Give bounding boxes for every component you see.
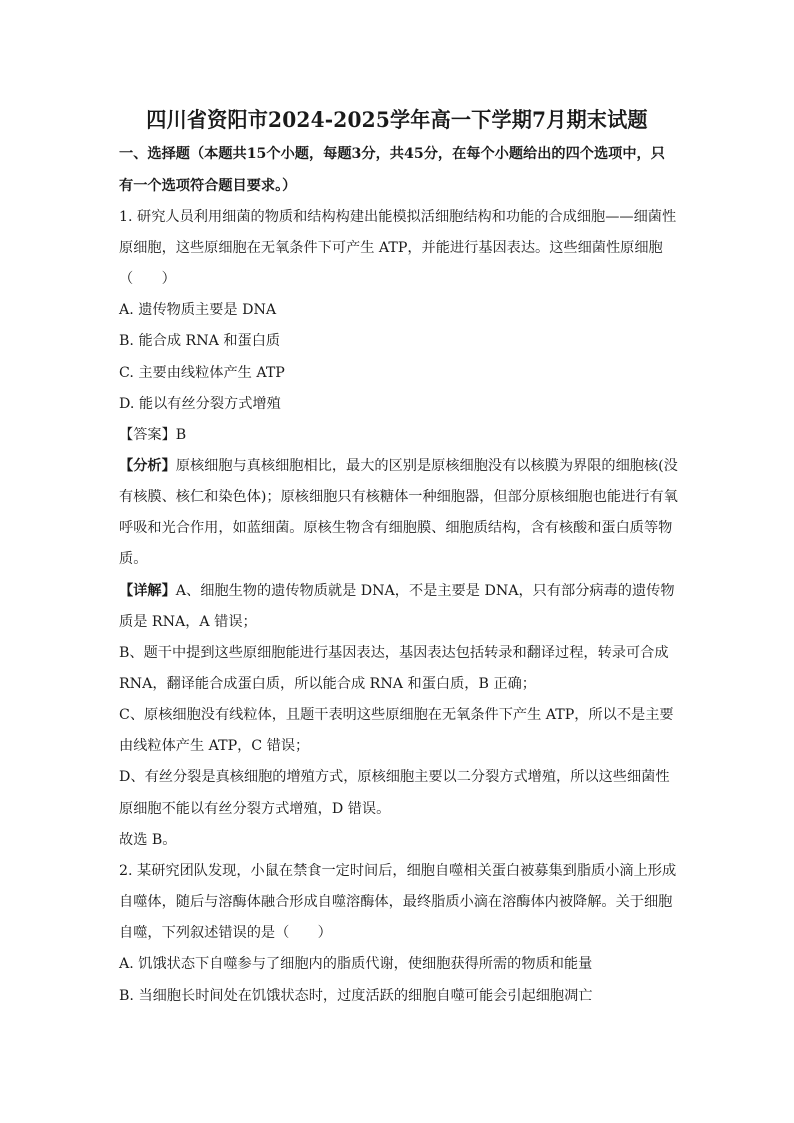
q1-detail-line-1: [119, 581, 675, 601]
answer-label: 【答案】: [119, 427, 176, 443]
q1-detail-line-4: RNA，翻译能合成蛋白质，所以能合成 RNA 和蛋白质，B 正确；: [119, 676, 536, 692]
q1-analysis-line-2: 有核膜、核仁和染色体)；原核细胞只有核糖体一种细胞器，但部分原核细胞也能进行有氧: [119, 489, 678, 505]
answer-value: B: [175, 427, 187, 443]
section-header-line-2: 有一个选项符合题目要求。）: [119, 178, 297, 194]
page-title: 四川省资阳市2024-2025学年高一下学期7月期末试题: [146, 107, 648, 132]
q1-option-c: C. 主要由线粒体产生 ATP: [119, 365, 285, 381]
q1-conclusion: 故选 B。: [119, 832, 177, 848]
q1-option-d: D. 能以有丝分裂方式增殖: [119, 396, 281, 412]
q1-stem-line-2: 原细胞，这些原细胞在无氧条件下可产生 ATP，并能进行基因表达。这些细菌性原细胞: [119, 240, 663, 256]
q1-option-b: B. 能合成 RNA 和蛋白质: [119, 333, 281, 349]
q2-stem-line-3: 自噬，下列叙述错误的是（ ）: [119, 925, 332, 941]
q2-option-b: B. 当细胞长时间处在饥饿状态时，过度活跃的细胞自噬可能会引起细胞凋亡: [119, 988, 593, 1004]
q1-detail-line-3: B、题干中提到这些原细胞能进行基因表达，基因表达包括转录和翻译过程，转录可合成: [119, 645, 669, 661]
q2-option-a: A. 饥饿状态下自噬参与了细胞内的脂质代谢，使细胞获得所需的物质和能量: [119, 956, 593, 972]
q2-stem-line-2: 自噬体，随后与溶酶体融合形成自噬溶酶体，最终脂质小滴在溶酶体内被降解。关于细胞: [119, 894, 673, 910]
q1-detail-line-8: 原细胞不能以有丝分裂方式增殖，D 错误。: [119, 801, 391, 817]
section-header-line-1: 一、选择题（本题共15个小题，每题3分，共45分，在每个小题给出的四个选项中，只: [119, 146, 665, 162]
detail-label: 【详解】: [119, 583, 176, 599]
q1-answer: [119, 425, 186, 445]
detail-text: A、细胞生物的遗传物质就是 DNA，不是主要是 DNA，只有部分病毒的遗传物: [175, 583, 675, 599]
analysis-label: 【分析】: [119, 458, 176, 474]
q1-detail-line-6: 由线粒体产生 ATP，C 错误；: [119, 738, 310, 754]
q1-detail-line-2: 质是 RNA，A 错误；: [119, 614, 257, 630]
analysis-text: 原核细胞与真核细胞相比，最大的区别是原核细胞没有以核膜为界限的细胞核(没: [175, 458, 678, 474]
q1-analysis-line-3: 呼吸和光合作用，如蓝细菌。原核生物含有细胞膜、细胞质结构，含有核酸和蛋白质等物: [119, 520, 673, 536]
q1-option-a: A. 遗传物质主要是 DNA: [119, 302, 277, 318]
q2-stem-line-1: 2. 某研究团队发现，小鼠在禁食一定时间后，细胞自噬相关蛋白被募集到脂质小滴上形成: [119, 863, 677, 879]
q1-detail-line-5: C、原核细胞没有线粒体，且题干表明这些原细胞在无氧条件下产生 ATP，所以不是主要: [119, 707, 674, 723]
q1-analysis-line-4: 质。: [119, 551, 148, 567]
q1-detail-line-7: D、有丝分裂是真核细胞的增殖方式，原核细胞主要以二分裂方式增殖，所以这些细菌性: [119, 769, 670, 785]
q1-stem-line-1: 1. 研究人员利用细菌的物质和结构构建出能模拟活细胞结构和功能的合成细胞——细菌性: [119, 209, 677, 225]
q1-analysis-line-1: [119, 456, 678, 476]
q1-stem-line-3: （ ）: [119, 271, 176, 287]
